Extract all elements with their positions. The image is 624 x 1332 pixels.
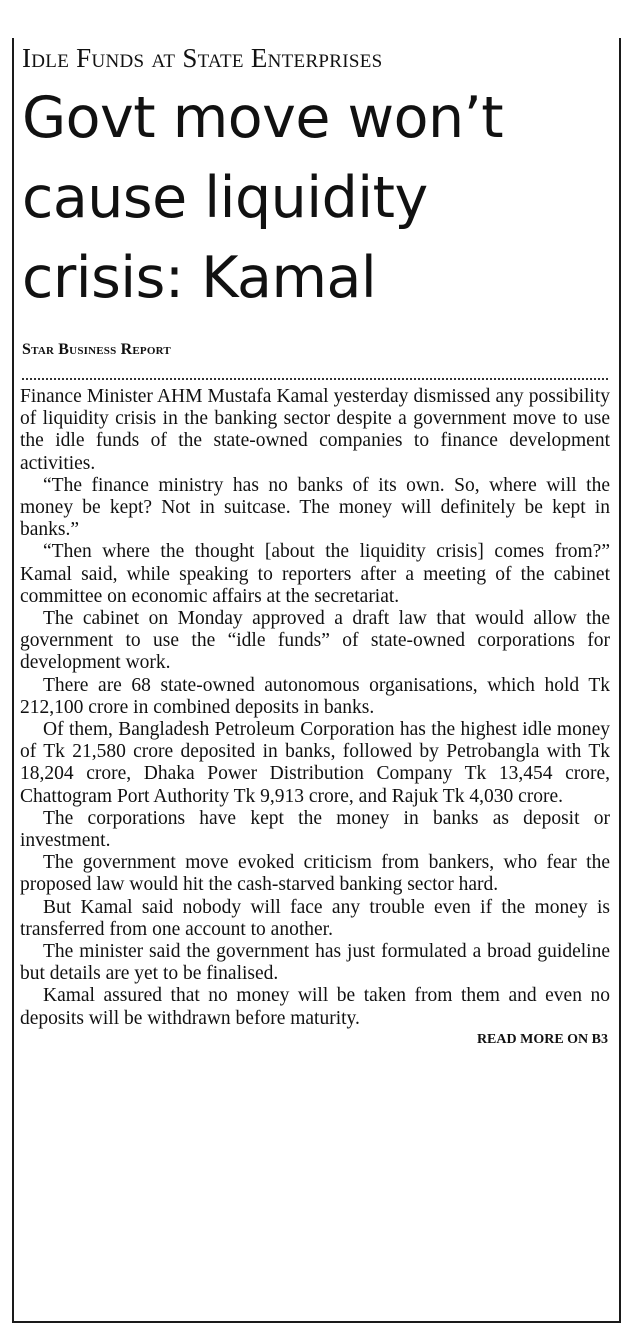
body-paragraph: The government move evoked criticism from bankers, who fear the proposed law would hit the cash-starved banking sector hard. <box>20 852 610 896</box>
body-paragraph: Of them, Bangladesh Petroleum Corporation has the highest idle money of Tk 21,580 crore deposited in banks, followed by Petrobangla with Tk 18,204 crore, Dhaka Power Distribution Company Tk 13,454 crore, Chattogram Port Authority Tk 9,913 crore, and Rajuk Tk 4,030 crore. <box>20 719 610 807</box>
body-paragraph: The minister said the government has just formulated a broad guideline but details are yet to be finalised. <box>20 941 610 985</box>
body-paragraph: But Kamal said nobody will face any trouble even if the money is transferred from one account to another. <box>20 896 610 940</box>
body-paragraph: There are 68 state-owned autonomous organisations, which hold Tk 212,100 crore in combined deposits in banks. <box>20 674 610 718</box>
news-article <box>20 38 610 1049</box>
body-paragraph: “Then where the thought [about the liquidity crisis] comes from?” Kamal said, while speaking to reporters after a meeting of the cabinet committee on economic affairs at the secretariat. <box>20 541 610 607</box>
bottom-column-rule <box>12 1321 621 1323</box>
body-paragraph: Finance Minister AHM Mustafa Kamal yesterday dismissed any possibility of liquidity crisis in the banking sector despite a government move to use the idle funds of the state-owned companies to finance development activities. <box>20 386 610 474</box>
article-kicker: Idle Funds at State Enterprises <box>22 43 383 73</box>
article-headline <box>20 78 610 318</box>
headline-line: Govt move won’t <box>22 85 504 151</box>
read-more-link[interactable]: READ MORE ON B3 <box>476 1031 608 1047</box>
body-paragraph: “The finance ministry has no banks of its own. So, where will the money be kept? Not in suitcase. The money will definitely be kept in banks.” <box>20 474 610 541</box>
body-paragraph: Kamal assured that no money will be taken from them and even no deposits will be withdrawn before maturity. <box>20 985 610 1029</box>
article-body <box>20 386 610 1030</box>
body-paragraph: The corporations have kept the money in banks as deposit or investment. <box>20 807 610 852</box>
headline-line: crisis: Kamal <box>22 245 377 311</box>
body-paragraph: The cabinet on Monday approved a draft law that would allow the government to use the “idle funds” of state-owned corporations for development work. <box>20 608 610 674</box>
right-column-rule <box>619 38 621 1322</box>
left-column-rule <box>12 38 14 1322</box>
article-byline: Star Business Report <box>22 341 171 358</box>
dotted-divider <box>22 378 608 380</box>
headline-line: cause liquidity <box>22 165 428 231</box>
